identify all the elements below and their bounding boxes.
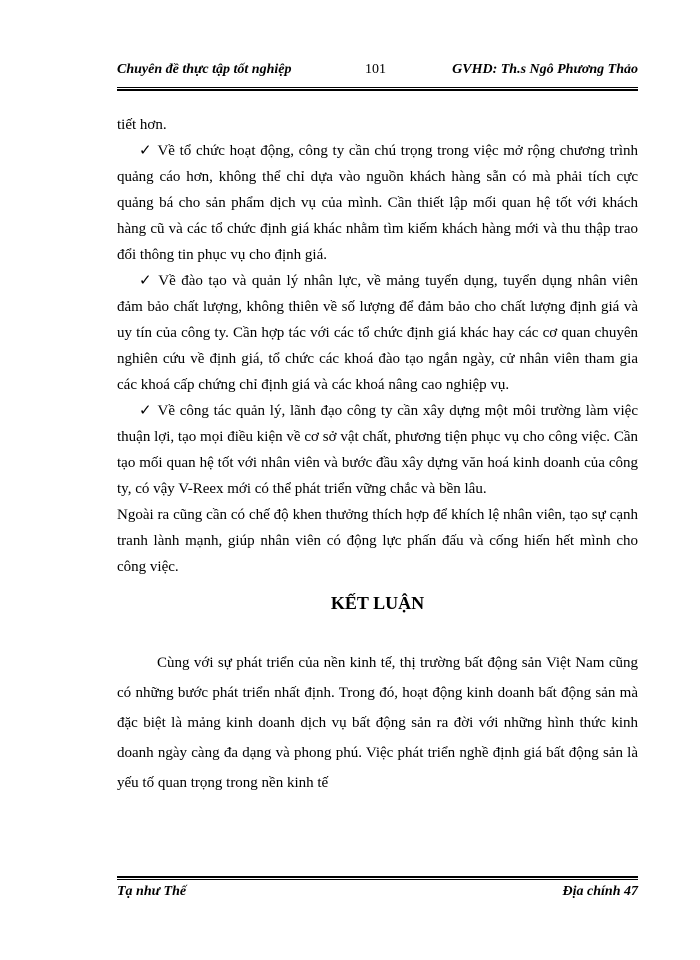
footer-class: Địa chính 47	[562, 884, 638, 899]
header-thesis-title: Chuyên đề thực tập tốt nghiệp	[117, 62, 292, 77]
checkmark-icon: ✓	[139, 273, 152, 289]
footer-rule	[117, 876, 638, 880]
bullet-text: Về tổ chức hoạt động, công ty cần chú trọng trong việc mở rộng chương trình quảng cáo hơn, không thể chỉ dựa vào nguồn khách hàng sẵn có mà phải tích cực quảng bá cho sản phẩm dịch vụ của mình. Cần thiết lập mối quan hệ tốt với khách hàng cũ và các tổ chức định giá khác nhằm tìm kiếm khách hàng mới và thu thập trao đổi thông tin phục vụ cho định giá.	[117, 143, 638, 263]
bullet-training	[117, 268, 638, 398]
bullet-text: Về đào tạo và quản lý nhân lực, về mảng tuyển dụng, tuyển dụng nhân viên đảm bảo chất lượng, không thiên về số lượng để đảm bảo cho chất lượng định giá và uy tín của công ty. Cần hợp tác với các tổ chức định giá khác hay các cơ quan chuyên nghiên cứu về định giá, tổ chức các khoá đào tạo ngắn ngày, cử nhân viên tham gia các khoá cấp chứng chỉ định giá và các khoá nâng cao nghiệp vụ.	[117, 273, 638, 393]
header-page-number: 101	[365, 62, 386, 77]
bullet-organization	[117, 138, 638, 268]
closing-paragraph: Ngoài ra cũng cần có chế độ khen thưởng thích hợp để khích lệ nhân viên, tạo sự cạnh tranh lành mạnh, giúp nhân viên có động lực phấn đấu và cống hiến hết mình cho công việc.	[117, 507, 638, 575]
page-header	[117, 62, 638, 84]
bullet-text: Về công tác quản lý, lãnh đạo công ty cần xây dựng một môi trường làm việc thuận lợi, tạo mọi điều kiện về cơ sở vật chất, phương tiện phục vụ cho công việc. Cần tạo mối quan hệ tốt với nhân viên và bước đầu xây dựng văn hoá kinh doanh của công ty, có vậy V-Reex mới có thể phát triển vững chắc và bền lâu.	[117, 403, 638, 497]
continuation-text: tiết hơn.	[117, 117, 167, 133]
header-advisor: GVHD: Th.s Ngô Phương Thảo	[452, 62, 638, 77]
section-title: KẾT LUẬN	[330, 593, 425, 613]
conclusion-paragraph: Cùng với sự phát triển của nền kinh tế, thị trường bất động sản Việt Nam cũng có những bước phát triển nhất định. Trong đó, hoạt động kinh doanh bất động sản mà đặc biệt là mảng kinh doanh dịch vụ bất động sản ra đời với những hình thức kinh doanh ngày càng đa dạng và phong phú. Việc phát triển nghề định giá bất động sản là yếu tố quan trọng trong nền kinh tế	[117, 655, 638, 791]
checkmark-icon: ✓	[139, 403, 152, 419]
page-body	[117, 112, 638, 798]
header-rule	[117, 87, 638, 91]
footer-author: Tạ như Thế	[117, 884, 187, 899]
bullet-management	[117, 398, 638, 502]
checkmark-icon: ✓	[139, 143, 152, 159]
